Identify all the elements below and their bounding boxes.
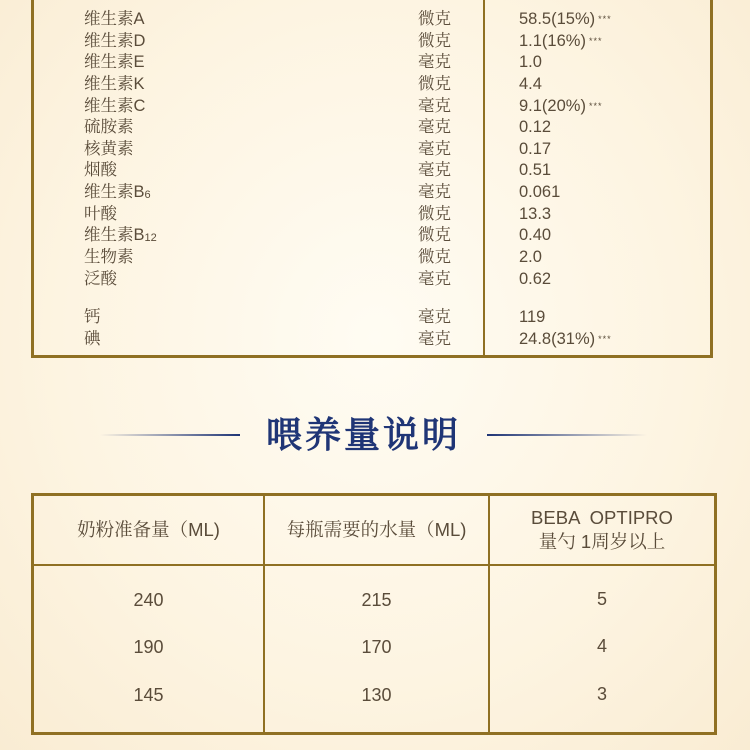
nutrient-value: 2.0 <box>519 248 542 266</box>
nutrient-row <box>34 73 710 95</box>
nutrient-unit: 毫克 <box>418 140 451 158</box>
nutrient-row <box>34 181 710 203</box>
nutrient-name: 硫胺素 <box>84 118 134 136</box>
nutrient-unit: 毫克 <box>418 270 451 288</box>
nutrient-row <box>34 30 710 52</box>
nutrient-name: 维生素$B_{12}$ <box>84 226 157 244</box>
feeding-cell: 3 <box>596 684 607 704</box>
nutrient-footnote-stars: *** <box>588 101 603 111</box>
nutrient-unit: 微克 <box>418 32 451 50</box>
nutrient-value: 119 <box>519 308 546 326</box>
nutrient-row <box>34 203 710 225</box>
nutrient-row <box>34 246 710 268</box>
nutrient-unit: 微克 <box>418 205 451 223</box>
nutrient-value: 4.4 <box>519 75 542 93</box>
nutrient-value: 24.8(31%) *** <box>519 330 612 348</box>
nutrient-row <box>34 306 710 328</box>
nutrient-subscript: 6 <box>144 189 151 201</box>
feeding-cell: 190 <box>133 637 164 657</box>
nutrient-footnote-stars: *** <box>588 36 603 46</box>
nutrient-row <box>34 116 710 138</box>
nutrient-value: 13.3 <box>519 205 552 223</box>
nutrient-value: 1.1(16%) *** <box>519 32 603 50</box>
nutrient-name: 核黄素 <box>84 140 134 158</box>
nutrition-table <box>31 0 713 358</box>
nutrient-unit: 毫克 <box>418 161 451 179</box>
nutrient-name: 维生素E <box>84 53 145 71</box>
feeding-header-cell <box>265 496 488 564</box>
feeding-section-heading <box>0 407 750 462</box>
nutrient-name: 生物素 <box>84 248 134 266</box>
feeding-header-divider <box>34 564 714 566</box>
nutrient-name: 维生素D <box>84 32 146 50</box>
section-title: 喂养量说明 <box>265 414 461 455</box>
nutrient-row <box>34 51 710 73</box>
nutrient-value: 1.0 <box>519 53 542 71</box>
nutrient-unit: 微克 <box>418 10 451 28</box>
nutrient-unit: 毫克 <box>418 308 451 326</box>
nutrient-name: 泛酸 <box>84 270 117 288</box>
nutrient-unit: 毫克 <box>418 330 451 348</box>
feeding-cell: 130 <box>361 685 392 705</box>
nutrient-unit: 微克 <box>418 75 451 93</box>
nutrient-name: 钙 <box>84 308 101 326</box>
nutrient-value: 0.12 <box>519 118 552 136</box>
feeding-header-text: 奶粉准备量（ML) <box>77 519 220 540</box>
nutrient-row <box>34 328 710 350</box>
nutrient-value: 0.40 <box>519 226 552 244</box>
nutrient-value: 0.51 <box>519 161 552 179</box>
title-left-rule <box>100 434 240 436</box>
feeding-header-text: BEBA OPTIPRO <box>531 507 673 528</box>
nutrient-footnote-stars: *** <box>598 334 612 344</box>
feeding-cell: 170 <box>361 637 392 657</box>
feeding-cell: 215 <box>361 590 392 610</box>
feeding-header-text: 每瓶需要的水量（ML) <box>286 519 467 540</box>
feeding-cell: 5 <box>596 589 607 609</box>
nutrient-unit: 毫克 <box>418 183 451 201</box>
nutrient-value: 0.62 <box>519 270 552 288</box>
nutrient-unit: 毫克 <box>418 118 451 136</box>
nutrient-row <box>34 95 710 117</box>
nutrient-unit: 微克 <box>418 248 451 266</box>
nutrient-value: 58.5(15%) *** <box>519 10 612 28</box>
nutrient-row <box>34 159 710 181</box>
feeding-table <box>31 493 717 735</box>
nutrient-row <box>34 138 710 160</box>
title-right-rule <box>487 434 647 436</box>
feeding-cell: 145 <box>133 685 164 705</box>
nutrient-name: 叶酸 <box>84 205 117 223</box>
nutrient-unit: 毫克 <box>418 53 451 71</box>
nutrient-row <box>34 8 710 30</box>
nutrient-name: 维生素$B_6$ <box>84 183 151 201</box>
nutrient-name: 维生素C <box>84 97 146 115</box>
feeding-cell: 4 <box>596 636 607 656</box>
feeding-header-cell <box>34 496 263 564</box>
feeding-cell: 240 <box>133 590 164 610</box>
feeding-header-cell <box>490 496 714 564</box>
nutrient-name: 维生素A <box>84 10 145 28</box>
nutrient-footnote-stars: *** <box>598 14 612 24</box>
nutrient-value: 0.17 <box>519 140 552 158</box>
nutrient-value: 0.061 <box>519 183 561 201</box>
nutrient-unit: 毫克 <box>418 97 451 115</box>
nutrient-name: 维生素K <box>84 75 145 93</box>
nutrient-unit: 微克 <box>418 226 451 244</box>
nutrient-row <box>34 268 710 290</box>
nutrient-subscript: 12 <box>144 232 157 244</box>
nutrient-value: 9.1(20%) *** <box>519 97 603 115</box>
nutrient-name: 烟酸 <box>84 161 117 179</box>
nutrient-name: 碘 <box>84 330 101 348</box>
feeding-header-text: 量勺 1周岁以上 <box>538 531 666 552</box>
nutrient-row <box>34 224 710 246</box>
